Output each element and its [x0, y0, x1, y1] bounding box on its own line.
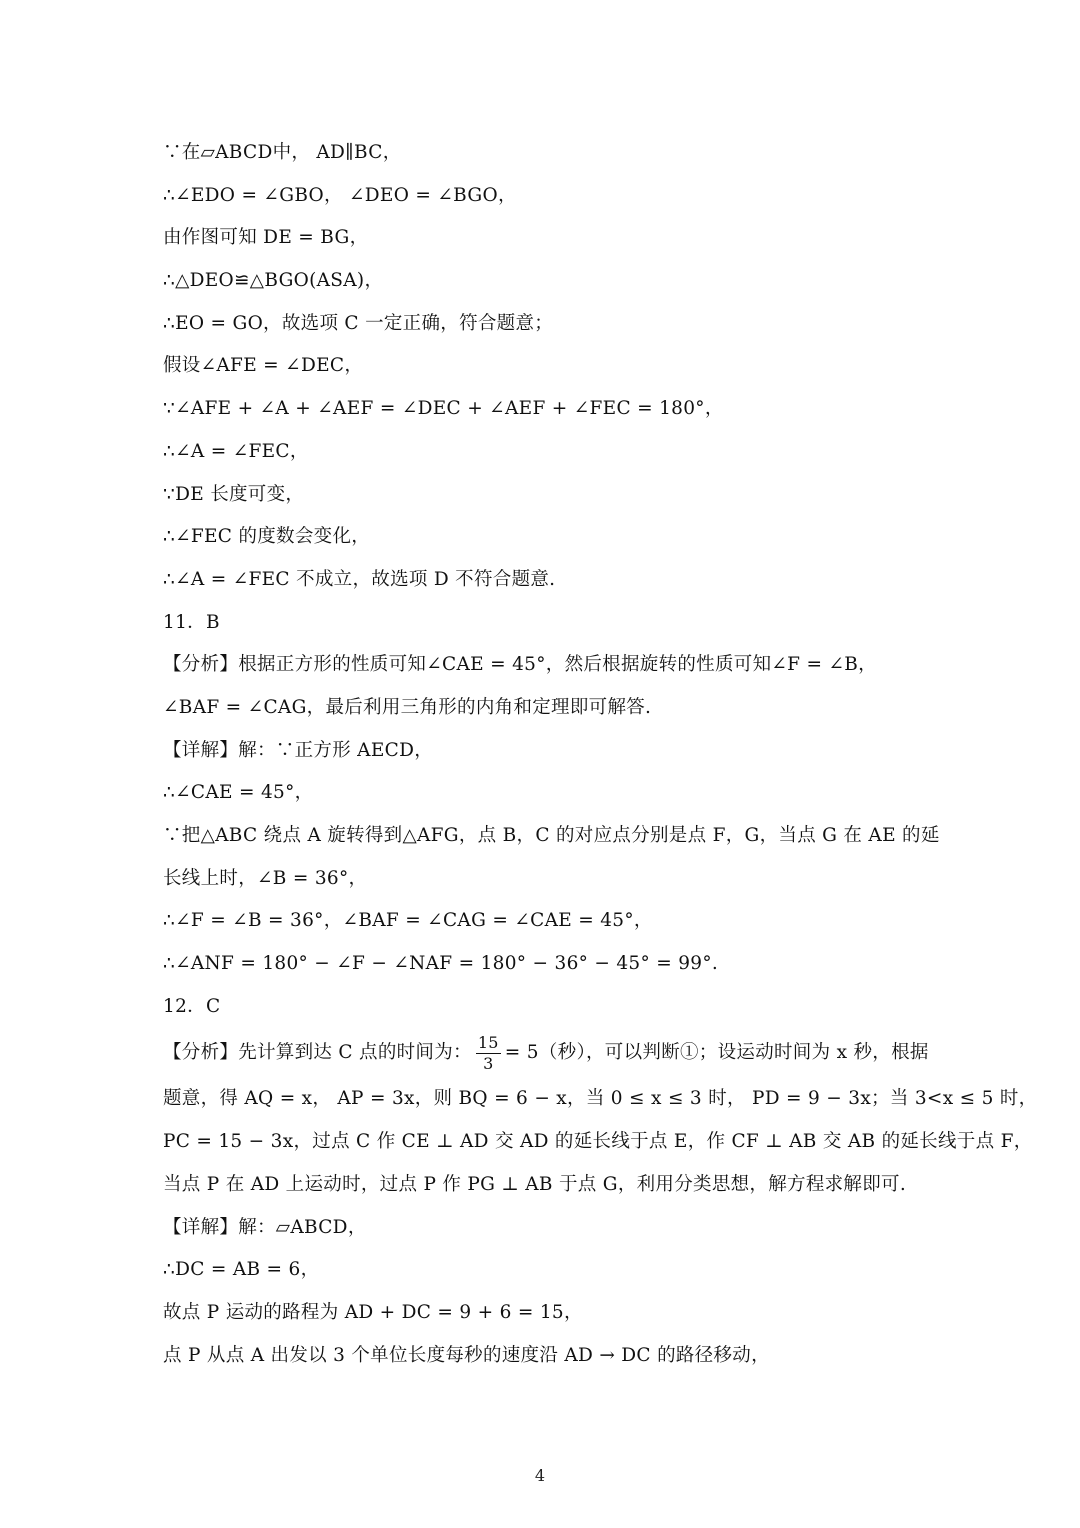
fraction-denominator: 3	[483, 1053, 494, 1073]
text-line: ∠BAF = ∠CAG，最后利用三角形的内角和定理即可解答.	[163, 696, 652, 718]
solution-text	[163, 132, 1038, 1377]
text-line: ∴∠ANF = 180° − ∠F − ∠NAF = 180° − 36° − 45° = 99°.	[163, 953, 719, 975]
text-line: ∵DE 长度可变，	[163, 483, 305, 505]
text-line: PC = 15 − 3x，过点 C 作 CE ⊥ AD 交 AD 的延长线于点 E，作 CF ⊥ AB 交 AB 的延长线于点 F，	[163, 1131, 1033, 1153]
text-line: ∵∠AFE + ∠A + ∠AEF = ∠DEC + ∠AEF + ∠FEC = 180°，	[163, 398, 724, 420]
text-line: 【详解】解：▱ABCD，	[163, 1216, 367, 1238]
answer-12: 12．C	[163, 995, 221, 1017]
text-line: 点 P 从点 A 出发以 3 个单位长度每秒的速度沿 AD → DC 的路径移动，	[163, 1344, 770, 1366]
text-line: ∴∠FEC 的度数会变化，	[163, 526, 371, 548]
text-line: ∴∠CAE = 45°，	[163, 782, 314, 804]
text-line: ∴△DEO≌△BGO(ASA)，	[163, 270, 384, 292]
analysis-prefix: 【分析】先计算到达 C 点的时间为：	[163, 1042, 472, 1064]
text-line: 故点 P 运动的路程为 AD + DC = 9 + 6 = 15，	[163, 1301, 583, 1323]
text-line: ∴EO = GO，故选项 C 一定正确，符合题意；	[163, 312, 554, 334]
analysis-12-line	[163, 1028, 929, 1078]
text-line: 由作图可知 DE = BG，	[163, 227, 369, 249]
text-line: ∴DC = AB = 6，	[163, 1259, 320, 1281]
text-line: 当点 P 在 AD 上运动时，过点 P 作 PG ⊥ AB 于点 G，利用分类思想，解方程求解即可.	[163, 1173, 907, 1195]
text-line: ∵在▱ABCD中， AD∥BC，	[163, 142, 402, 163]
text-line: 假设∠AFE = ∠DEC，	[163, 355, 364, 377]
text-line: ∴∠A = ∠FEC 不成立，故选项 D 不符合题意.	[163, 568, 556, 590]
text-line: ∵把△ABC 绕点 A 旋转得到△AFG，点 B，C 的对应点分别是点 F，G，当点 G 在 AE 的延	[163, 825, 940, 846]
text-line: ∴∠EDO = ∠GBO， ∠DEO = ∠BGO，	[163, 184, 517, 206]
answer-11: 11．B	[163, 611, 220, 633]
fraction-numerator: 15	[477, 1032, 499, 1052]
text-line: 【分析】根据正方形的性质可知∠CAE = 45°，然后根据旋转的性质可知∠F = ∠B，	[163, 654, 877, 676]
text-line: 长线上时，∠B = 36°，	[163, 867, 368, 889]
text-line: 题意，得 AQ = x， AP = 3x，则 BQ = 6 − x，当 0 ≤ x ≤ 3 时， PD = 9 − 3x；当 3<x ≤ 5 时，	[163, 1088, 1038, 1110]
analysis-suffix: = 5（秒），可以判断①；设运动时间为 x 秒，根据	[504, 1042, 929, 1064]
fraction	[476, 1033, 501, 1074]
text-line: 【详解】解：∵正方形 AECD，	[163, 739, 434, 761]
text-line: ∴∠F = ∠B = 36°，∠BAF = ∠CAG = ∠CAE = 45°，	[163, 910, 653, 932]
text-line: ∴∠A = ∠FEC，	[163, 440, 309, 462]
page-number: 4	[534, 1466, 546, 1485]
